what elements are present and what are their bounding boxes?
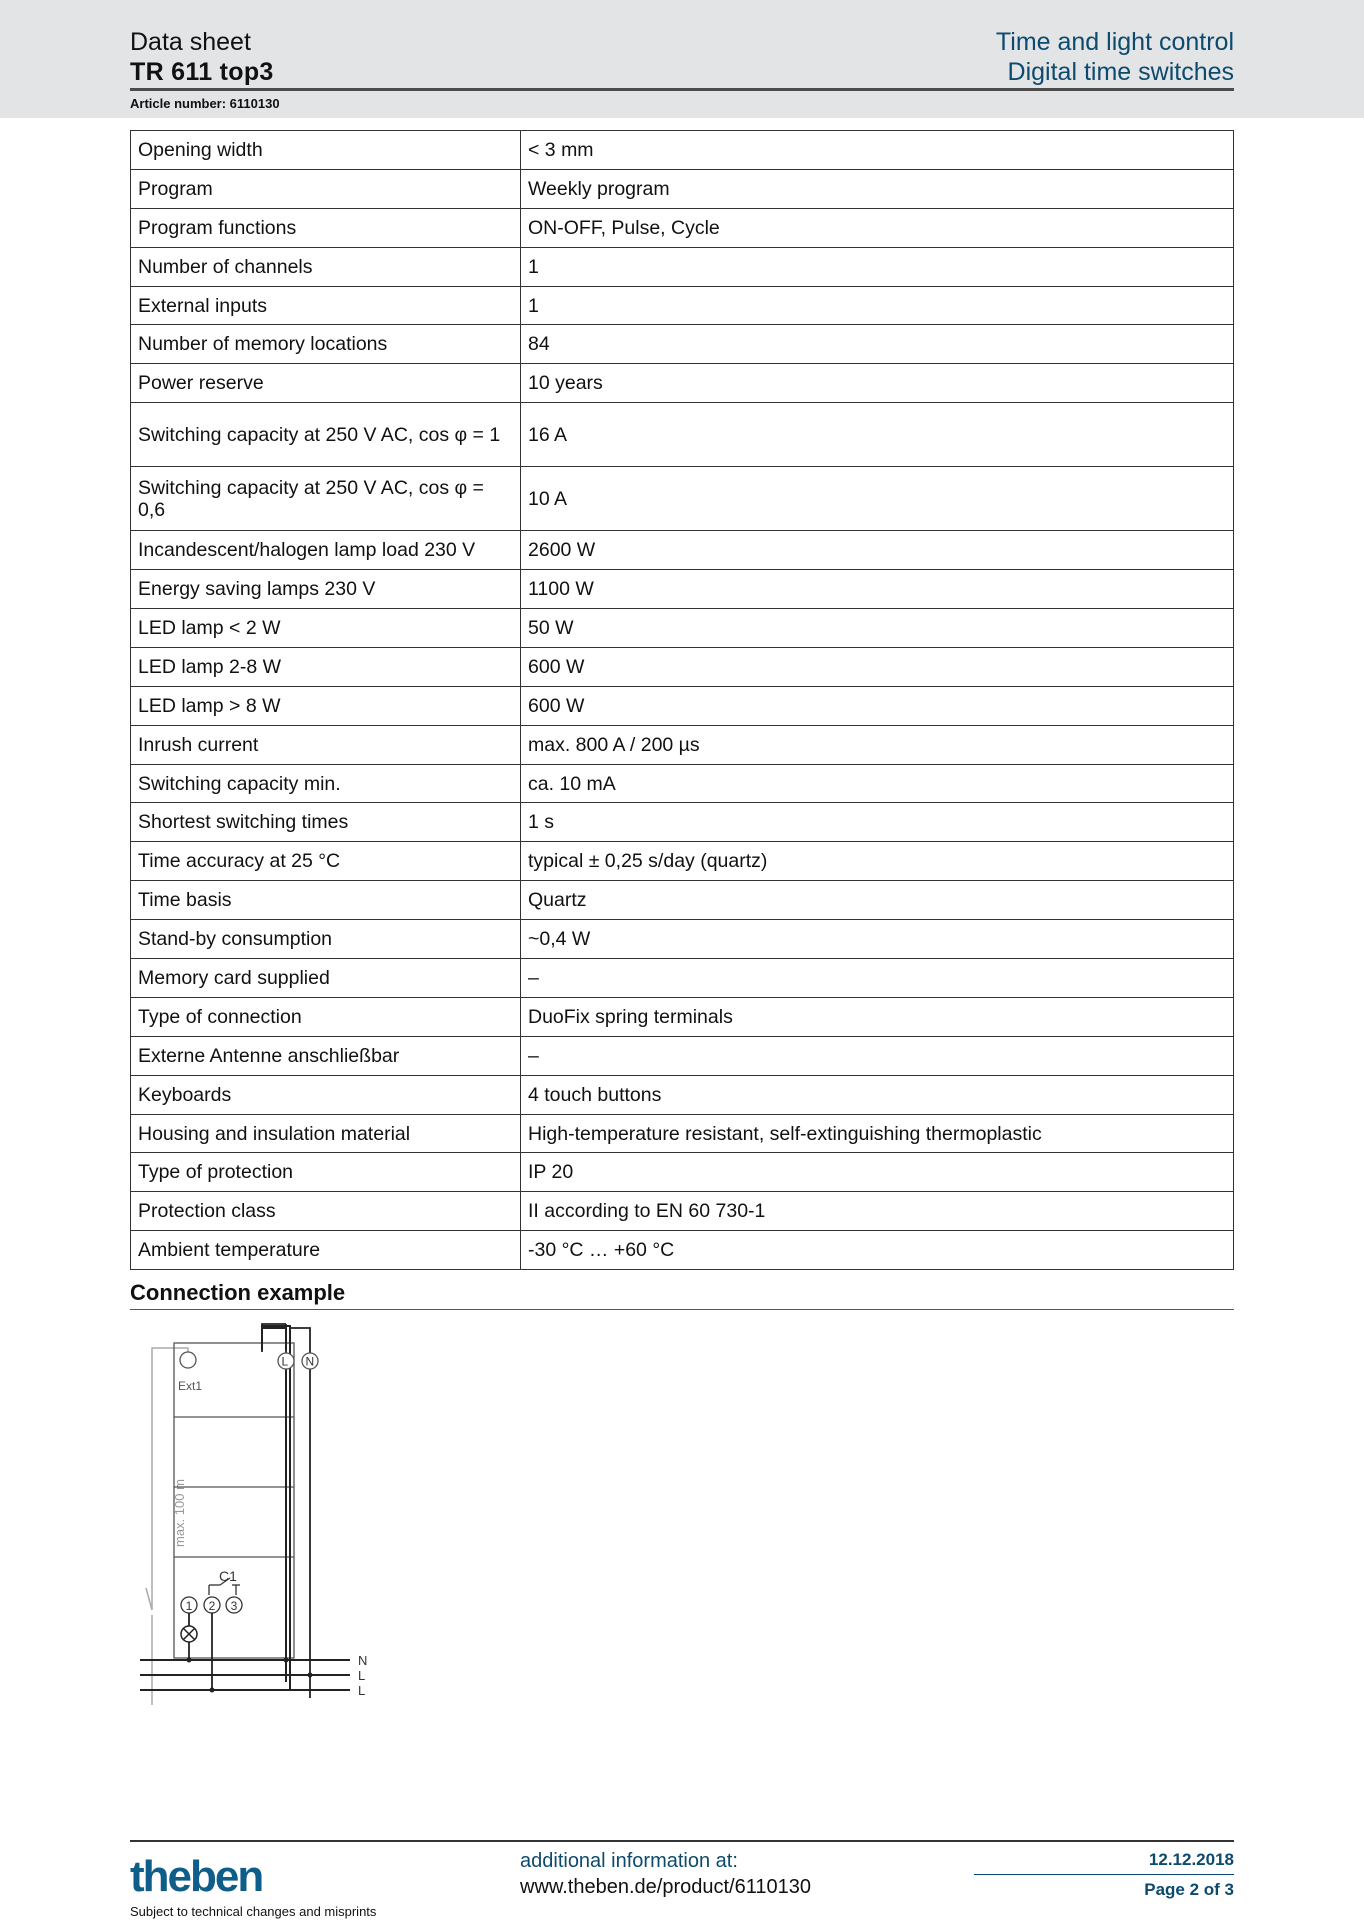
spec-row (131, 686, 1234, 725)
spec-row (131, 570, 1234, 609)
spec-key: Protection class (131, 1192, 521, 1231)
spec-row (131, 881, 1234, 920)
spec-row (131, 169, 1234, 208)
spec-key: Time accuracy at 25 °C (131, 842, 521, 881)
spec-key: Type of protection (131, 1153, 521, 1192)
product-name: TR 611 top3 (130, 58, 274, 86)
spec-value: 1100 W (521, 570, 1234, 609)
spec-row (131, 247, 1234, 286)
spec-key: Type of connection (131, 997, 521, 1036)
spec-row (131, 403, 1234, 467)
spec-row (131, 131, 1234, 170)
spec-row (131, 1231, 1234, 1270)
spec-value: < 3 mm (521, 131, 1234, 170)
spec-value: 50 W (521, 609, 1234, 648)
spec-value: typical ± 0,25 s/day (quartz) (521, 842, 1234, 881)
spec-row (131, 325, 1234, 364)
spec-value: Quartz (521, 881, 1234, 920)
spec-key: Program (131, 169, 521, 208)
footer-info-url[interactable]: www.theben.de/product/6110130 (520, 1876, 811, 1898)
terminal-l-label: L (281, 1354, 289, 1369)
spec-key: Number of channels (131, 247, 521, 286)
spec-key: Time basis (131, 881, 521, 920)
spec-value: ~0,4 W (521, 920, 1234, 959)
spec-value: 1 s (521, 803, 1234, 842)
spec-value: High-temperature resistant, self-extinguishing thermoplastic (521, 1114, 1234, 1153)
bus-n-label: N (358, 1653, 368, 1668)
spec-value: 600 W (521, 686, 1234, 725)
max-distance-label: max. 100 m (172, 1479, 187, 1547)
spec-key: Switching capacity at 250 V AC, cos φ = 1 (131, 403, 521, 467)
section-rule (130, 1309, 1234, 1310)
spec-row (131, 609, 1234, 648)
spec-value: 10 A (521, 467, 1234, 531)
spec-row (131, 208, 1234, 247)
bus-lines (140, 1660, 350, 1690)
spec-value: 10 years (521, 364, 1234, 403)
wiring-diagram (140, 1320, 460, 1720)
spec-key: Ambient temperature (131, 1231, 521, 1270)
spec-value: 2600 W (521, 531, 1234, 570)
spec-value: II according to EN 60 730-1 (521, 1192, 1234, 1231)
spec-row (131, 1036, 1234, 1075)
section-title: Connection example (130, 1280, 346, 1305)
page-header (0, 0, 1364, 118)
theben-logo: theben (130, 1852, 263, 1901)
c1-label: C1 (219, 1568, 237, 1584)
footer-mini-rule (974, 1874, 1234, 1875)
spec-row (131, 764, 1234, 803)
spec-value: 16 A (521, 403, 1234, 467)
terminal-n-label: N (305, 1354, 315, 1369)
spec-value: IP 20 (521, 1153, 1234, 1192)
spec-value: ON-OFF, Pulse, Cycle (521, 208, 1234, 247)
spec-row (131, 364, 1234, 403)
spec-key: Stand-by consumption (131, 920, 521, 959)
subcategory: Digital time switches (1007, 58, 1234, 86)
footer-info-label: additional information at: (520, 1850, 738, 1872)
spec-row (131, 842, 1234, 881)
spec-key: Incandescent/halogen lamp load 230 V (131, 531, 521, 570)
spec-key: LED lamp < 2 W (131, 609, 521, 648)
spec-value: ca. 10 mA (521, 764, 1234, 803)
spec-value: 4 touch buttons (521, 1075, 1234, 1114)
spec-row (131, 286, 1234, 325)
bus-l1-label: L (358, 1668, 366, 1683)
spec-key: External inputs (131, 286, 521, 325)
spec-value: – (521, 959, 1234, 998)
ext-terminal-icon (180, 1352, 196, 1368)
spec-key: Shortest switching times (131, 803, 521, 842)
spec-row (131, 803, 1234, 842)
spec-row (131, 531, 1234, 570)
spec-key: Switching capacity min. (131, 764, 521, 803)
spec-value: -30 °C … +60 °C (521, 1231, 1234, 1270)
spec-row (131, 1192, 1234, 1231)
spec-value: 1 (521, 247, 1234, 286)
footer-disclaimer: Subject to technical changes and misprints (130, 1904, 377, 1919)
spec-key: LED lamp > 8 W (131, 686, 521, 725)
spec-key: Opening width (131, 131, 521, 170)
header-rule (130, 88, 1234, 91)
spec-row (131, 1075, 1234, 1114)
bus-l2-label: L (358, 1683, 366, 1698)
spec-key: Housing and insulation material (131, 1114, 521, 1153)
category: Time and light control (995, 28, 1234, 56)
spec-row (131, 725, 1234, 764)
spec-row (131, 920, 1234, 959)
footer-rule (130, 1840, 1234, 1842)
spec-row (131, 1153, 1234, 1192)
article-number: Article number: 6110130 (130, 96, 280, 111)
footer-date: 12.12.2018 (1148, 1850, 1234, 1869)
footer-page-number: Page 2 of 3 (1144, 1880, 1234, 1899)
spec-value: Weekly program (521, 169, 1234, 208)
lamp-icon (181, 1626, 197, 1642)
terminal-1-label: 1 (185, 1599, 193, 1613)
doc-type: Data sheet (130, 28, 251, 56)
spec-row (131, 1114, 1234, 1153)
spec-value: max. 800 A / 200 µs (521, 725, 1234, 764)
spec-key: Inrush current (131, 725, 521, 764)
spec-table (130, 130, 1234, 1270)
spec-value: – (521, 1036, 1234, 1075)
spec-key: Program functions (131, 208, 521, 247)
spec-row (131, 959, 1234, 998)
spec-value: 84 (521, 325, 1234, 364)
spec-row (131, 467, 1234, 531)
spec-key: Energy saving lamps 230 V (131, 570, 521, 609)
spec-key: LED lamp 2-8 W (131, 647, 521, 686)
spec-value: 600 W (521, 647, 1234, 686)
spec-value: 1 (521, 286, 1234, 325)
spec-key: Externe Antenne anschließbar (131, 1036, 521, 1075)
spec-key: Number of memory locations (131, 325, 521, 364)
spec-key: Switching capacity at 250 V AC, cos φ = 0,6 (131, 467, 521, 531)
spec-key: Power reserve (131, 364, 521, 403)
spec-value: DuoFix spring terminals (521, 997, 1234, 1036)
ext-label: Ext1 (178, 1379, 203, 1393)
spec-row (131, 647, 1234, 686)
terminal-3-label: 3 (230, 1599, 238, 1613)
terminal-2-label: 2 (208, 1599, 216, 1613)
spec-row (131, 997, 1234, 1036)
spec-key: Keyboards (131, 1075, 521, 1114)
spec-key: Memory card supplied (131, 959, 521, 998)
